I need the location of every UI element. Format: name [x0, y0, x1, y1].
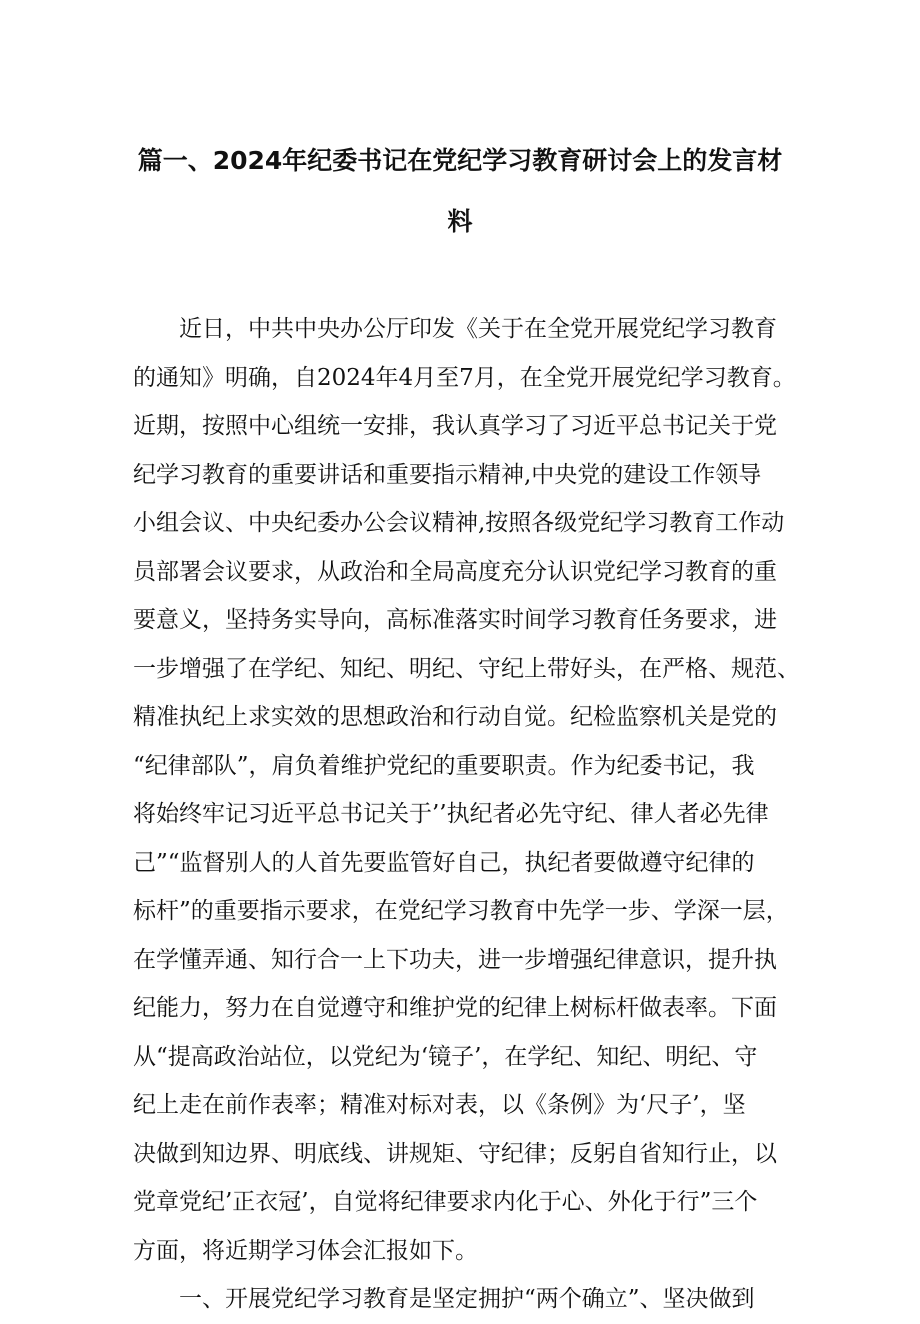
- paragraph-line: 将始终牢记习近平总书记关于’’执纪者必先守纪、律人者必先律: [133, 801, 769, 827]
- paragraph-line: 纪学习教育的重要讲话和重要指示精神,中央党的建设工作领导: [133, 461, 762, 488]
- paragraph-line: 从“提高政治站位，以党纪为‘镜子’，在学纪、知纪、明纪、守: [133, 1043, 758, 1070]
- paragraph-line: 近期，按照中心组统一安排，我认真学习了习近平总书记关于党: [133, 413, 777, 439]
- paragraph-line: 标杆”的重要指示要求，在党纪学习教育中先学一步、学深一层，: [133, 898, 789, 924]
- paragraph-line: 近日，中共中央办公厅印发《关于在全党开展党纪学习教育: [179, 316, 777, 342]
- paragraph-line: 方面，将近期学习体会汇报如下。: [133, 1237, 478, 1264]
- paragraph-line: 一步增强了在学纪、知纪、明纪、守纪上带好头，在严格、规范、: [133, 655, 800, 682]
- paragraph-line: 纪上走在前作表率；精准对标对表，以《条例》为‘尺子’，坚: [133, 1092, 746, 1118]
- paragraph-line: “纪律部队”，肩负着维护党纪的重要职责。作为纪委书记，我: [133, 752, 755, 779]
- paragraph-line: 的通知》明确，自2024年4月至7月，在全党开展党纪学习教育。: [133, 364, 796, 391]
- paragraph-line: 己”“监督别人的人首先要监管好自己，执纪者要做遵守纪律的: [133, 849, 755, 876]
- paragraph-line: 党章党纪’正衣冠’，自觉将纪律要求内化于心、外化于行”三个: [133, 1189, 758, 1215]
- paragraph-intro: [133, 305, 813, 1324]
- document-title-line-1: 篇一、2024年纪委书记在党纪学习教育研讨会上的发言材: [137, 146, 783, 175]
- paragraph-line: 在学懂弄通、知行合一上下功夫，进一步增强纪律意识，提升执: [133, 946, 777, 973]
- paragraph-line: 决做到知边界、明底线、讲规矩、守纪律；反躬自省知行止，以: [133, 1140, 777, 1167]
- section-heading-line: 一、开展党纪学习教育是坚定拥护“两个确立”、坚决做到: [179, 1286, 755, 1312]
- paragraph-line: 小组会议、中央纪委办公会议精神,按照各级党纪学习教育工作动: [133, 510, 785, 536]
- paragraph-line: 纪能力，努力在自觉遵守和维护党的纪律上树标杆做表率。下面: [133, 995, 777, 1021]
- paragraph-line: 要意义，坚持务实导向，高标准落实时间学习教育任务要求，进: [133, 607, 777, 633]
- document-title-line-2: 料: [447, 207, 473, 236]
- paragraph-line: 精准执纪上求实效的思想政治和行动自觉。纪检监察机关是党的: [133, 704, 777, 730]
- paragraph-line: 员部署会议要求，从政治和全局高度充分认识党纪学习教育的重: [133, 558, 777, 585]
